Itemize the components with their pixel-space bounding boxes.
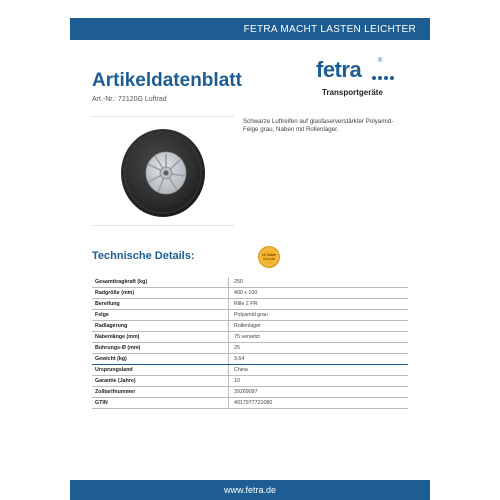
spec-row bbox=[92, 321, 408, 332]
wheel-image bbox=[92, 116, 234, 226]
spec-label: Felge bbox=[92, 310, 229, 321]
spec-value: 39269097 bbox=[229, 387, 409, 398]
spec-row bbox=[92, 376, 408, 387]
spec-label: Zolltarifnummer bbox=[92, 387, 229, 398]
article-number: Art.-Nr.: 72120G Luftrad bbox=[92, 96, 167, 103]
spec-value: 250 bbox=[229, 277, 409, 288]
spec-label: Nabenlänge (mm) bbox=[92, 332, 229, 343]
spec-row bbox=[92, 398, 408, 409]
warranty-badge-icon bbox=[258, 246, 280, 268]
spec-row bbox=[92, 277, 408, 288]
banner-text: FETRA MACHT LASTEN LEICHTER bbox=[243, 23, 416, 35]
spec-label: Gewicht (kg) bbox=[92, 354, 229, 365]
spec-value: Polyamid grau bbox=[229, 310, 409, 321]
spec-label: Garantie (Jahre) bbox=[92, 376, 229, 387]
spec-value: 3.64 bbox=[229, 354, 409, 365]
spec-value: 75 versetzt bbox=[229, 332, 409, 343]
footer-bar bbox=[70, 480, 430, 500]
spec-table bbox=[92, 277, 408, 409]
spec-value: 400 x 100 bbox=[229, 288, 409, 299]
spec-label: Ursprungsland bbox=[92, 365, 229, 376]
spec-label: GTIN bbox=[92, 398, 229, 409]
logo-word: fetra bbox=[316, 57, 362, 82]
spec-row bbox=[92, 310, 408, 321]
spec-value: China bbox=[229, 365, 409, 376]
spec-row bbox=[92, 299, 408, 310]
spec-label: Radgröße (mm) bbox=[92, 288, 229, 299]
logo-tagline: Transportgeräte bbox=[322, 88, 383, 97]
spec-row bbox=[92, 354, 408, 365]
spec-value: Rollenlager bbox=[229, 321, 409, 332]
spec-row bbox=[92, 332, 408, 343]
logo-dots-icon bbox=[372, 76, 394, 80]
page-title: Artikeldatenblatt bbox=[92, 70, 242, 91]
logo-registered-mark: ® bbox=[378, 58, 383, 64]
spec-value: Rille 2 PR bbox=[229, 299, 409, 310]
spec-row bbox=[92, 365, 408, 376]
spec-row bbox=[92, 387, 408, 398]
footer-link[interactable]: www.fetra.de bbox=[223, 485, 277, 495]
spec-label: Radlagerung bbox=[92, 321, 229, 332]
spec-label: Gesamttragkraft (kg) bbox=[92, 277, 229, 288]
spec-row bbox=[92, 288, 408, 299]
spec-label: Bohrungs-Ø (mm) bbox=[92, 343, 229, 354]
section-title: Technische Details: bbox=[92, 250, 195, 262]
top-banner bbox=[70, 18, 430, 40]
spec-row bbox=[92, 343, 408, 354]
spec-label: Bereifung bbox=[92, 299, 229, 310]
product-description: Schwarze Luftreifen auf glasfaserverstärkter Polyamid-Felge grau, Naben mit Rollenlager. bbox=[243, 118, 394, 133]
svg-text:Garantie: Garantie bbox=[262, 257, 276, 261]
product-photo bbox=[92, 116, 234, 226]
spec-value: 25 bbox=[229, 343, 409, 354]
svg-text:10 Jahre: 10 Jahre bbox=[261, 253, 277, 257]
fetra-logo bbox=[316, 57, 406, 101]
spec-value: 10 bbox=[229, 376, 409, 387]
spec-value: 4017977721080 bbox=[229, 398, 409, 409]
